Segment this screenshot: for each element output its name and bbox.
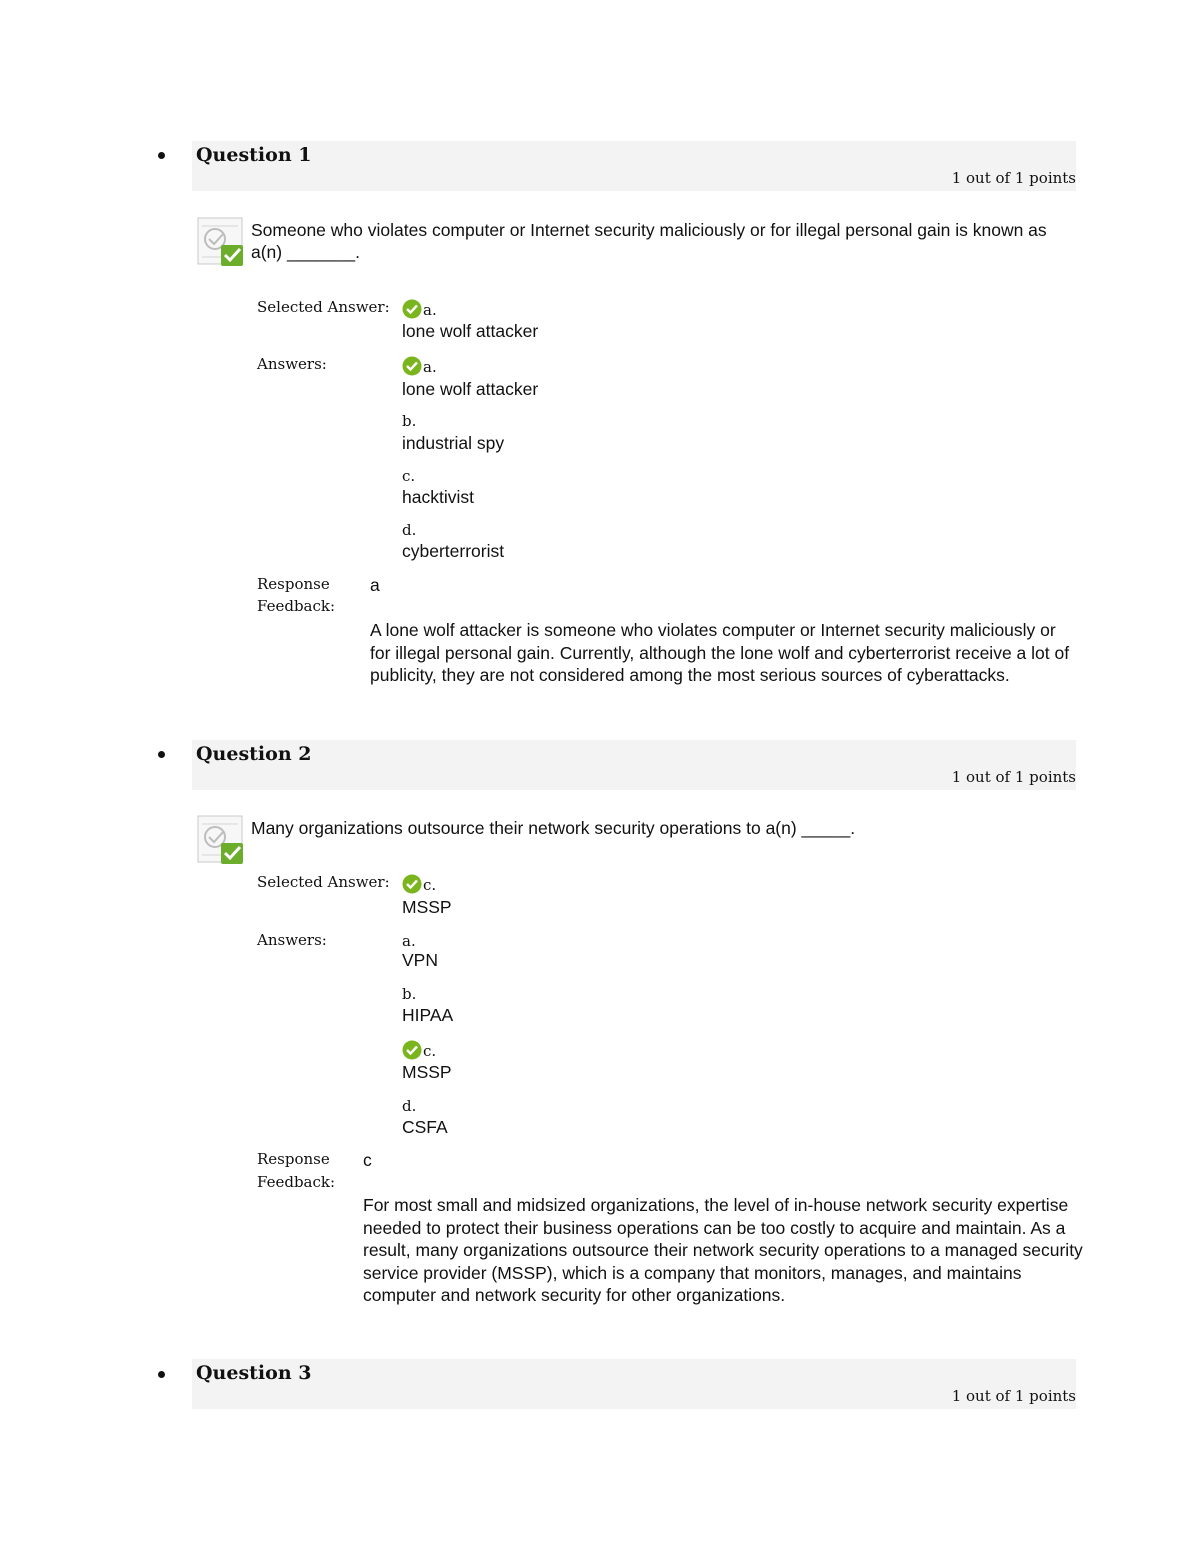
question-text: Many organizations outsource their network security operations to a(n) _____. xyxy=(251,818,856,838)
answer-option-letter: d. xyxy=(402,521,417,539)
bullet xyxy=(158,1371,165,1378)
feedback-letter: c xyxy=(363,1150,372,1170)
response-label: Response xyxy=(257,575,330,593)
answers-label: Answers: xyxy=(257,931,327,949)
question-header xyxy=(192,141,1076,191)
bullet xyxy=(158,152,165,159)
selected-answer-label: Selected Answer: xyxy=(257,873,390,891)
answers-label: Answers: xyxy=(257,355,327,373)
selected-answer-letter: a. xyxy=(402,299,437,319)
correct-check-icon xyxy=(402,356,422,376)
question-title: Question 1 xyxy=(196,144,312,166)
answer-option-letter: a. xyxy=(402,356,437,376)
answer-option-text: HIPAA xyxy=(402,1005,454,1025)
response-label: Response xyxy=(257,1150,330,1168)
question-text: Someone who violates computer or Internet security maliciously or for illegal personal gain is known as a(n) _______. xyxy=(251,220,1047,262)
selected-answer-text: lone wolf attacker xyxy=(402,321,539,341)
answer-option-letter: c. xyxy=(402,467,416,485)
answer-option-text: hacktivist xyxy=(402,487,474,507)
question-points: 1 out of 1 points xyxy=(951,768,1076,786)
question-header xyxy=(192,740,1076,790)
feedback-label: Feedback: xyxy=(257,597,336,615)
question-title: Question 3 xyxy=(196,1362,312,1384)
selected-answer-letter: c. xyxy=(402,874,436,894)
answer-option-letter: d. xyxy=(402,1097,417,1115)
selected-answer-label: Selected Answer: xyxy=(257,298,390,316)
feedback-letter: a xyxy=(370,575,380,595)
feedback-text: A lone wolf attacker is someone who violates computer or Internet security maliciously or for illegal personal gain. Currently, although the lone wolf and cyberterrorist receive a lot of publicity, they are not considered among the most serious sources of cyberattacks. xyxy=(370,620,1070,685)
question-points: 1 out of 1 points xyxy=(951,1387,1076,1405)
selected-answer-text: MSSP xyxy=(402,897,452,917)
answer-option-letter: a. xyxy=(402,932,416,950)
answer-option-letter: b. xyxy=(402,985,417,1003)
answer-option-text: lone wolf attacker xyxy=(402,379,539,399)
answer-option-text: cyberterrorist xyxy=(402,541,505,561)
answer-option-text: CSFA xyxy=(402,1117,448,1137)
correct-grade-icon xyxy=(196,815,246,865)
answer-option-letter: c. xyxy=(402,1040,436,1060)
question-title: Question 2 xyxy=(196,743,312,765)
answer-option-text: industrial spy xyxy=(402,433,505,453)
feedback-text: For most small and midsized organizations, the level of in-house network security expertise needed to protect their business operations can be too costly to acquire and maintain. As a result, many organizations outsource their network security operations to a managed security service provider (MSSP), which is a company that monitors, manages, and maintains computer and network security for other organizations. xyxy=(363,1195,1083,1305)
question-header xyxy=(192,1359,1076,1409)
answer-option-text: VPN xyxy=(402,950,438,970)
correct-check-icon xyxy=(402,299,422,319)
correct-grade-icon xyxy=(196,217,246,267)
question-points: 1 out of 1 points xyxy=(951,169,1076,187)
answer-option-text: MSSP xyxy=(402,1062,452,1082)
feedback-label: Feedback: xyxy=(257,1173,336,1191)
bullet xyxy=(158,751,165,758)
answer-option-letter: b. xyxy=(402,412,417,430)
correct-check-icon xyxy=(402,1040,422,1060)
correct-check-icon xyxy=(402,874,422,894)
